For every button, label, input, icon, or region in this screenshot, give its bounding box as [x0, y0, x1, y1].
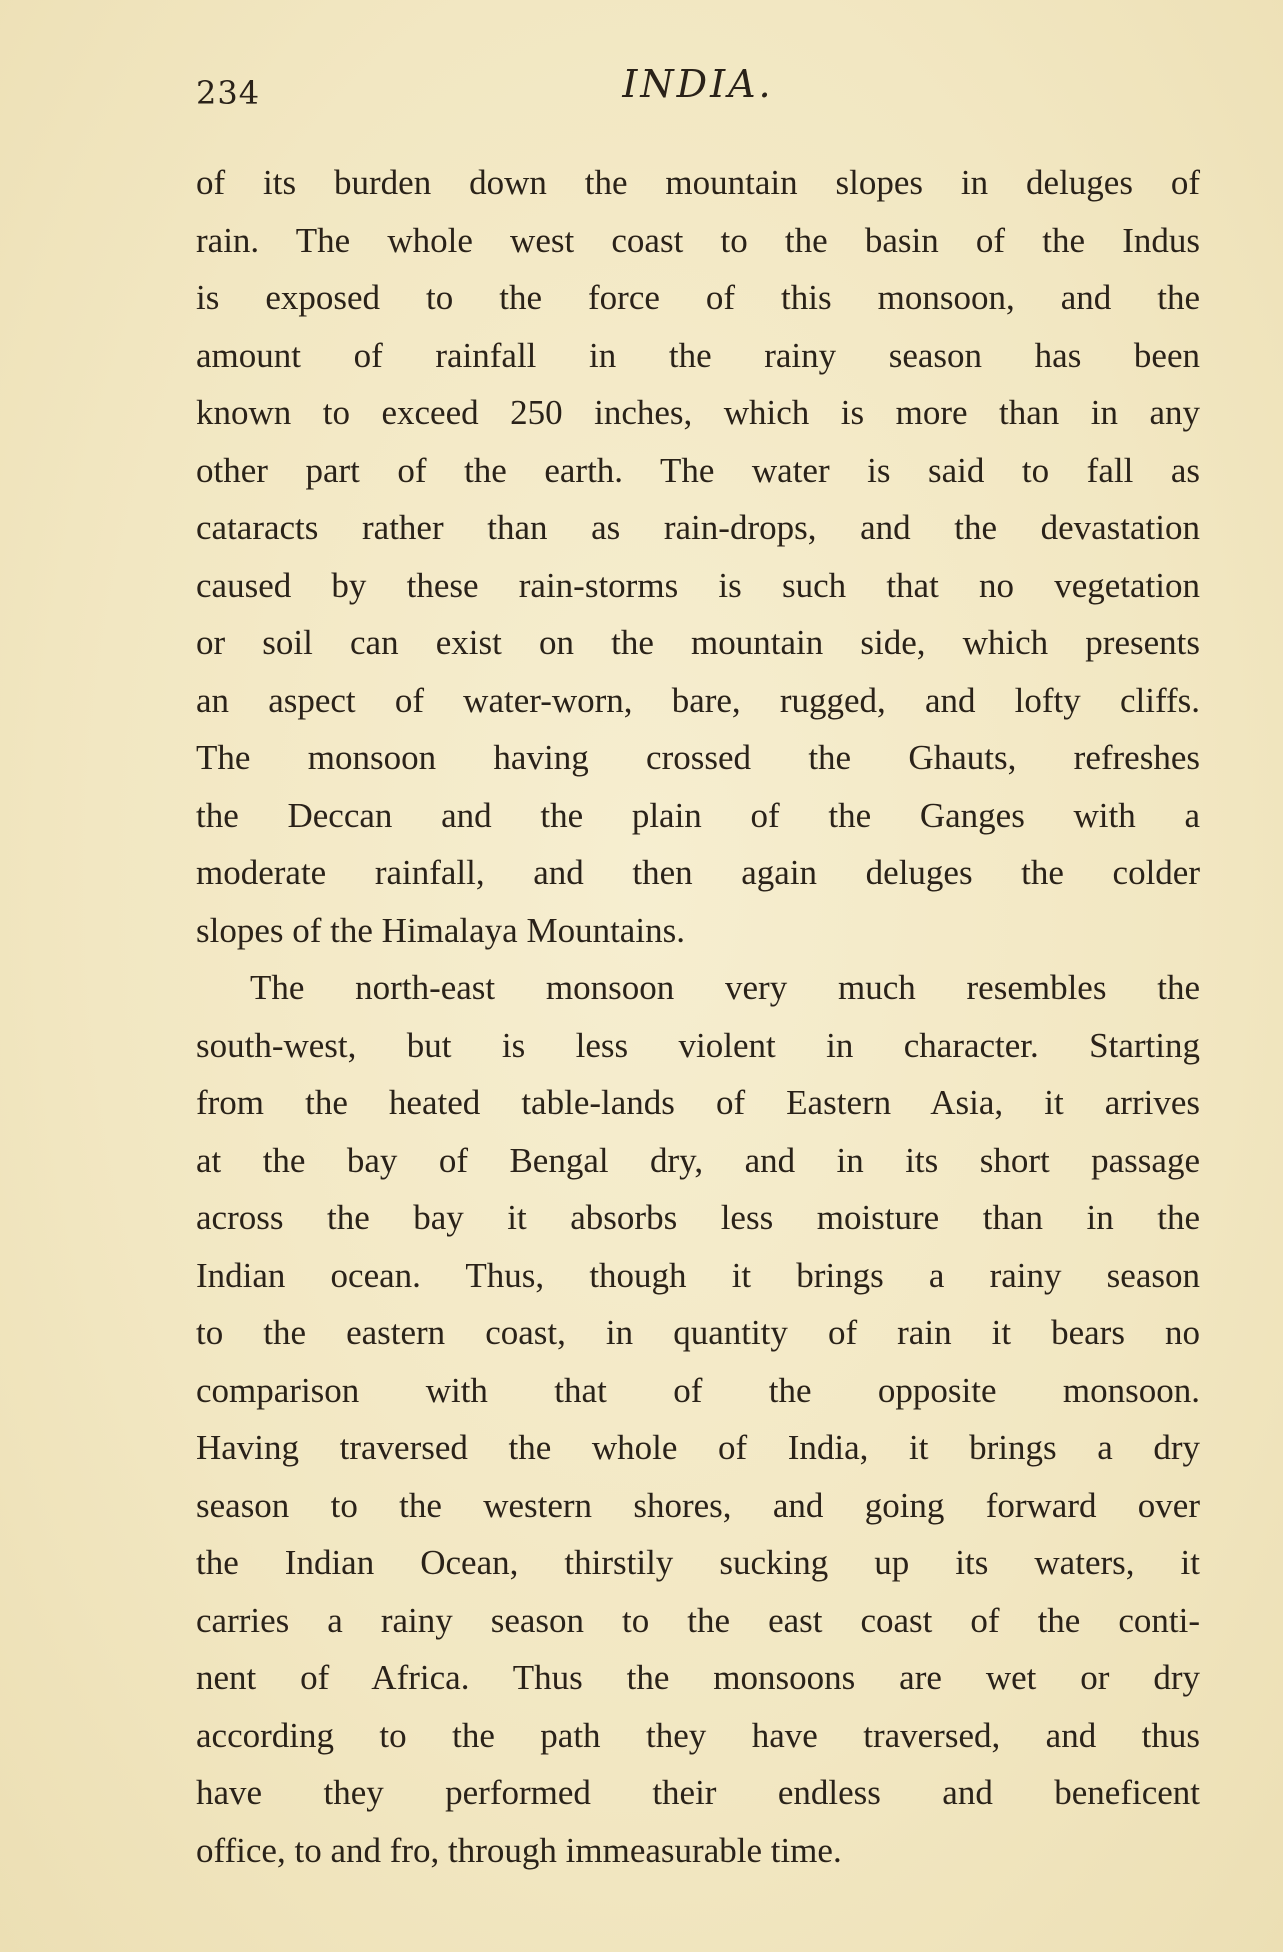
- text-line: nent of Africa. Thus the monsoons are wet or dry: [196, 1658, 1200, 1697]
- running-title: INDIA.: [622, 62, 774, 106]
- text-line: according to the path they have traversed, and thus: [196, 1715, 1200, 1755]
- text-line: The monsoon having crossed the Ghauts, refreshes: [196, 738, 1200, 777]
- text-line: is exposed to the force of this monsoon, and the: [196, 278, 1200, 317]
- text-line: amount of rainfall in the rainy season has been: [196, 335, 1200, 375]
- text-line: known to exceed 250 inches, which is more than in any: [196, 393, 1200, 432]
- text-line: moderate rainfall, and then again deluges the colder: [196, 853, 1200, 892]
- text-line: season to the western shores, and going forward over: [196, 1485, 1200, 1525]
- text-line: at the bay of Bengal dry, and in its short passage: [196, 1140, 1200, 1180]
- text-line: across the bay it absorbs less moisture than in the: [196, 1198, 1200, 1237]
- text-line: from the heated table-lands of Eastern Asia, it arrives: [196, 1083, 1200, 1122]
- body-text: [196, 154, 1200, 1879]
- text-line: the Indian Ocean, thirstily sucking up its waters, it: [196, 1543, 1200, 1582]
- text-line: rain. The whole west coast to the basin of the Indus: [196, 220, 1200, 260]
- paragraph-2: [196, 959, 1200, 1879]
- text-line: an aspect of water-worn, bare, rugged, and lofty cliffs.: [196, 680, 1200, 720]
- text-line: cataracts rather than as rain-drops, and the devastation: [196, 508, 1200, 547]
- paragraph-1: [196, 154, 1200, 959]
- text-line: have they performed their endless and beneficent: [196, 1773, 1200, 1812]
- text-line: Indian ocean. Thus, though it brings a rainy season: [196, 1255, 1200, 1295]
- text-line: other part of the earth. The water is said to fall as: [196, 450, 1200, 490]
- text-line: to the eastern coast, in quantity of rain it bears no: [196, 1313, 1200, 1352]
- text-line: Having traversed the whole of India, it brings a dry: [196, 1428, 1200, 1467]
- text-line: south-west, but is less violent in character. Starting: [196, 1025, 1200, 1065]
- text-line: the Deccan and the plain of the Ganges with a: [196, 795, 1200, 835]
- text-line: comparison with that of the opposite monsoon.: [196, 1370, 1200, 1410]
- running-header: [196, 62, 1200, 122]
- text-line: carries a rainy season to the east coast of the conti-: [196, 1600, 1200, 1640]
- text-line: office, to and fro, through immeasurable time.: [196, 1830, 842, 1870]
- text-line: caused by these rain-storms is such that no vegetation: [196, 565, 1200, 605]
- text-line: slopes of the Himalaya Mountains.: [196, 910, 685, 950]
- text-line: The north-east monsoon very much resembles the: [250, 968, 1200, 1007]
- page-number: 234: [196, 74, 261, 112]
- text-line: or soil can exist on the mountain side, which presents: [196, 623, 1200, 662]
- text-line: of its burden down the mountain slopes in deluges of: [196, 163, 1200, 202]
